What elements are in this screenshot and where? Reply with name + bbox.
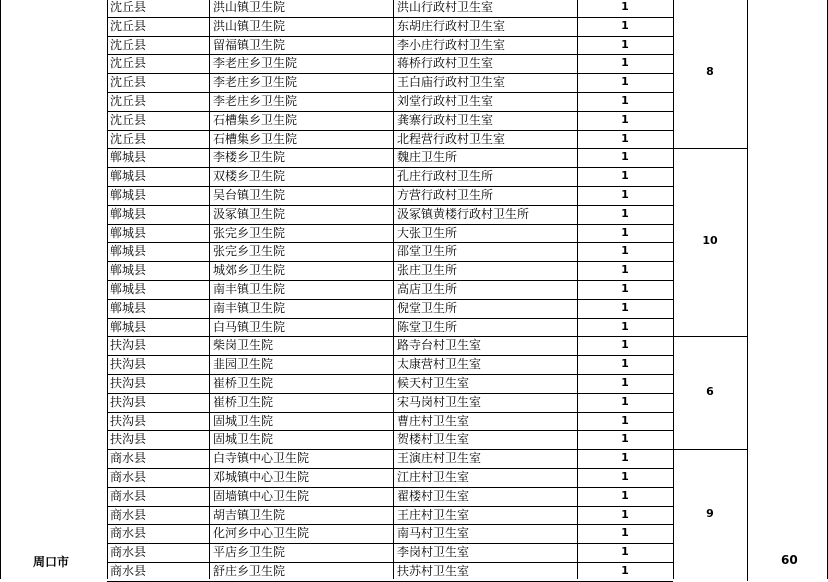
hospital-cell: 韭园卫生院 <box>213 357 274 371</box>
hospital-cell: 崔桥卫生院 <box>213 376 274 390</box>
count-cell: 1 <box>621 38 629 51</box>
station-cell: 候天村卫生室 <box>397 376 470 390</box>
station-cell: 北程营行政村卫生室 <box>397 132 506 146</box>
group-line <box>673 449 748 450</box>
count-cell: 1 <box>621 75 629 88</box>
county-cell: 郸城县 <box>110 169 147 183</box>
hospital-cell: 城郊乡卫生院 <box>213 263 286 277</box>
column-line <box>209 0 210 579</box>
station-cell: 宋马岗村卫生室 <box>397 395 482 409</box>
count-cell: 1 <box>621 301 629 314</box>
hospital-cell: 胡吉镇卫生院 <box>213 508 286 522</box>
hospital-cell: 化河乡中心卫生院 <box>213 526 310 540</box>
count-cell: 1 <box>621 451 629 464</box>
hospital-cell: 洪山镇卫生院 <box>213 0 286 14</box>
count-cell: 1 <box>621 508 629 521</box>
count-cell: 1 <box>621 470 629 483</box>
county-cell: 扶沟县 <box>110 376 147 390</box>
station-cell: 贺楼村卫生室 <box>397 432 470 446</box>
county-cell: 郸城县 <box>110 188 147 202</box>
count-cell: 1 <box>621 19 629 32</box>
county-cell: 沈丘县 <box>110 19 147 33</box>
county-cell: 郸城县 <box>110 263 147 277</box>
hospital-cell: 南丰镇卫生院 <box>213 282 286 296</box>
hospital-cell: 崔桥卫生院 <box>213 395 274 409</box>
county-cell: 商水县 <box>110 526 147 540</box>
group-line <box>673 336 748 337</box>
hospital-cell: 张完乡卫生院 <box>213 244 286 258</box>
hospital-cell: 吴台镇卫生院 <box>213 188 286 202</box>
hospital-cell: 白寺镇中心卫生院 <box>213 451 310 465</box>
station-cell: 王庄村卫生室 <box>397 508 470 522</box>
county-cell: 郸城县 <box>110 150 147 164</box>
county-cell: 郸城县 <box>110 244 147 258</box>
station-cell: 方营行政村卫生所 <box>397 188 494 202</box>
station-cell: 太康营村卫生室 <box>397 357 482 371</box>
station-cell: 孔庄行政村卫生所 <box>397 169 494 183</box>
county-cell: 扶沟县 <box>110 357 147 371</box>
count-cell: 1 <box>621 376 629 389</box>
count-cell: 1 <box>621 320 629 333</box>
county-cell: 郸城县 <box>110 226 147 240</box>
county-cell: 郸城县 <box>110 207 147 221</box>
station-cell: 王白庙行政村卫生室 <box>397 75 506 89</box>
county-cell: 商水县 <box>110 470 147 484</box>
count-cell: 1 <box>621 150 629 163</box>
count-cell: 1 <box>621 0 629 13</box>
station-cell: 路寺台村卫生室 <box>397 338 482 352</box>
group-subtotal: 8 <box>706 65 714 78</box>
county-cell: 扶沟县 <box>110 395 147 409</box>
hospital-cell: 李老庄乡卫生院 <box>213 56 298 70</box>
county-cell: 商水县 <box>110 545 147 559</box>
count-cell: 1 <box>621 357 629 370</box>
hospital-cell: 留福镇卫生院 <box>213 38 286 52</box>
station-cell: 曹庄村卫生室 <box>397 414 470 428</box>
station-cell: 李岗村卫生室 <box>397 545 470 559</box>
group-subtotal: 9 <box>706 507 714 520</box>
county-cell: 郸城县 <box>110 320 147 334</box>
column-line <box>393 0 394 579</box>
city-name: 周口市 <box>33 555 70 569</box>
hospital-cell: 李老庄乡卫生院 <box>213 94 298 108</box>
county-cell: 扶沟县 <box>110 432 147 446</box>
city-total: 60 <box>781 553 798 567</box>
count-cell: 1 <box>621 526 629 539</box>
hospital-cell: 白马镇卫生院 <box>213 320 286 334</box>
station-cell: 大张卫生所 <box>397 226 458 240</box>
county-cell: 郸城县 <box>110 301 147 315</box>
count-cell: 1 <box>621 564 629 577</box>
group-border <box>747 336 748 449</box>
count-cell: 1 <box>621 263 629 276</box>
count-cell: 1 <box>621 338 629 351</box>
county-cell: 商水县 <box>110 508 147 522</box>
group-subtotal: 6 <box>706 385 714 398</box>
count-cell: 1 <box>621 432 629 445</box>
count-cell: 1 <box>621 489 629 502</box>
hospital-cell: 柴岗卫生院 <box>213 338 274 352</box>
station-cell: 扶苏村卫生室 <box>397 564 470 578</box>
station-cell: 王演庄村卫生室 <box>397 451 482 465</box>
count-cell: 1 <box>621 414 629 427</box>
hospital-cell: 固城卫生院 <box>213 432 274 446</box>
station-cell: 倪堂卫生所 <box>397 301 458 315</box>
hospital-cell: 固城卫生院 <box>213 414 274 428</box>
hospital-cell: 张完乡卫生院 <box>213 226 286 240</box>
county-cell: 沈丘县 <box>110 56 147 70</box>
station-cell: 蒋桥行政村卫生室 <box>397 56 494 70</box>
hospital-cell: 李楼乡卫生院 <box>213 150 286 164</box>
station-cell: 刘堂行政村卫生室 <box>397 94 494 108</box>
group-border <box>747 0 748 148</box>
hospital-cell: 石槽集乡卫生院 <box>213 113 298 127</box>
county-cell: 扶沟县 <box>110 338 147 352</box>
group-border <box>747 449 748 581</box>
count-cell: 1 <box>621 395 629 408</box>
station-cell: 龚寨行政村卫生室 <box>397 113 494 127</box>
county-cell: 郸城县 <box>110 282 147 296</box>
hospital-cell: 邓城镇中心卫生院 <box>213 470 310 484</box>
station-cell: 汲冢镇黄楼行政村卫生所 <box>397 207 530 221</box>
count-cell: 1 <box>621 188 629 201</box>
hospital-cell: 固墙镇中心卫生院 <box>213 489 310 503</box>
group-line <box>673 148 748 149</box>
group-subtotal: 10 <box>702 234 718 247</box>
count-cell: 1 <box>621 56 629 69</box>
county-cell: 沈丘县 <box>110 113 147 127</box>
count-cell: 1 <box>621 244 629 257</box>
county-cell: 沈丘县 <box>110 132 147 146</box>
county-cell: 扶沟县 <box>110 414 147 428</box>
count-cell: 1 <box>621 226 629 239</box>
count-cell: 1 <box>621 132 629 145</box>
station-cell: 东胡庄行政村卫生室 <box>397 19 506 33</box>
group-border <box>747 148 748 336</box>
station-cell: 魏庄卫生所 <box>397 150 458 164</box>
count-cell: 1 <box>621 169 629 182</box>
county-cell: 商水县 <box>110 451 147 465</box>
hospital-cell: 李老庄乡卫生院 <box>213 75 298 89</box>
hospital-cell: 洪山镇卫生院 <box>213 19 286 33</box>
county-cell: 沈丘县 <box>110 38 147 52</box>
county-cell: 沈丘县 <box>110 0 147 14</box>
station-cell: 邵堂卫生所 <box>397 244 458 258</box>
border-left <box>0 0 1 579</box>
count-cell: 1 <box>621 545 629 558</box>
county-cell: 商水县 <box>110 564 147 578</box>
hospital-cell: 汲冢镇卫生院 <box>213 207 286 221</box>
county-cell: 沈丘县 <box>110 94 147 108</box>
hospital-cell: 平店乡卫生院 <box>213 545 286 559</box>
county-cell: 商水县 <box>110 489 147 503</box>
column-line <box>107 0 108 579</box>
count-cell: 1 <box>621 282 629 295</box>
hospital-cell: 南丰镇卫生院 <box>213 301 286 315</box>
station-cell: 江庄村卫生室 <box>397 470 470 484</box>
hospital-cell: 舒庄乡卫生院 <box>213 564 286 578</box>
station-cell: 李小庄行政村卫生室 <box>397 38 506 52</box>
station-cell: 高店卫生所 <box>397 282 458 296</box>
column-line <box>673 0 674 579</box>
station-cell: 翟楼村卫生室 <box>397 489 470 503</box>
county-cell: 沈丘县 <box>110 75 147 89</box>
count-cell: 1 <box>621 207 629 220</box>
station-cell: 陈堂卫生所 <box>397 320 458 334</box>
count-cell: 1 <box>621 94 629 107</box>
station-cell: 张庄卫生所 <box>397 263 458 277</box>
station-cell: 洪山行政村卫生室 <box>397 0 494 14</box>
count-cell: 1 <box>621 113 629 126</box>
hospital-cell: 石槽集乡卫生院 <box>213 132 298 146</box>
hospital-cell: 双楼乡卫生院 <box>213 169 286 183</box>
station-cell: 南马村卫生室 <box>397 526 470 540</box>
